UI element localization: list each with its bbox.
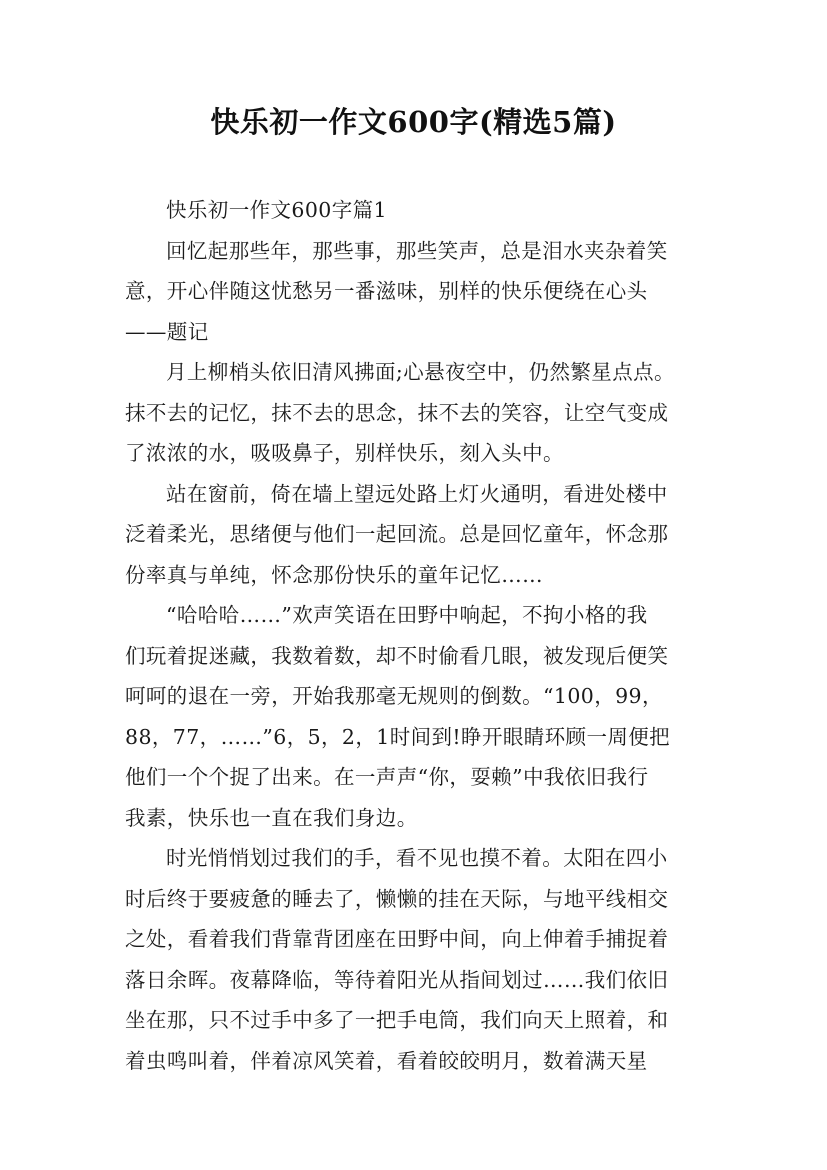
paragraph-line: 坐在那，只不过手中多了一把手电筒，我们向天上照着，和 (125, 1008, 669, 1032)
paragraph-line: 88，77，……”6，5，2，1时间到!睁开眼睛环顾一周便把 (125, 724, 671, 749)
paragraph-line: 时后终于要疲惫的睡去了，懒懒的挂在天际，与地平线相交 (125, 886, 669, 911)
paragraph-line: 他们一个个捉了出来。在一声声“你，耍赖”中我依旧我行 (125, 765, 649, 789)
paragraph-line: 抹不去的记忆，抹不去的思念，抹不去的笑容，让空气变成 (125, 400, 669, 425)
paragraph-line: 站在窗前，倚在墙上望远处路上灯火通明，看进处楼中 (166, 481, 668, 506)
paragraph-line: 回忆起那些年，那些事，那些笑声，总是泪水夹杂着笑 (166, 238, 668, 263)
paragraph-line: 时光悄悄划过我们的手，看不见也摸不着。太阳在四小 (166, 846, 668, 870)
paragraph-line: 我素，快乐也一直在我们身边。 (125, 805, 418, 830)
paragraph-line: 落日余晖。夜幕降临，等待着阳光从指间划过……我们依旧 (125, 967, 669, 992)
paragraph-line: 了浓浓的水，吸吸鼻子，别样快乐，刻入头中。 (125, 441, 564, 465)
paragraph-line: 着虫鸣叫着，伴着凉风笑着，看着皎皎明月，数着满天星 (125, 1048, 648, 1073)
epigraph-attribution: ——题记 (125, 319, 209, 344)
document-body (125, 190, 705, 1081)
paragraph-line: 份率真与单纯，怀念那份快乐的童年记忆…… (125, 562, 543, 587)
paragraph-line: 之处，看着我们背靠背团座在田野中间，向上伸着手捕捉着 (125, 927, 669, 951)
section-heading: 快乐初一作文600字篇1 (166, 198, 387, 222)
paragraph-line: “哈哈哈……”欢声笑语在田野中响起，不拘小格的我 (166, 603, 648, 627)
paragraph-line: 们玩着捉迷藏，我数着数，却不时偷看几眼，被发现后便笑 (125, 643, 669, 668)
paragraph-line: 呵呵的退在一旁，开始我那毫无规则的倒数。“100，99， (125, 684, 663, 708)
paragraph-line: 意，开心伴随这忧愁另一番滋味，别样的快乐便绕在心头 (125, 279, 648, 303)
paragraph-line: 月上柳梢头依旧清风拂面;心悬夜空中，仍然繁星点点。 (166, 360, 675, 384)
document-title: 快乐初一作文600字(精选5篇) (210, 105, 617, 139)
paragraph-line: 泛着柔光，思绪便与他们一起回流。总是回忆童年，怀念那 (125, 522, 669, 546)
